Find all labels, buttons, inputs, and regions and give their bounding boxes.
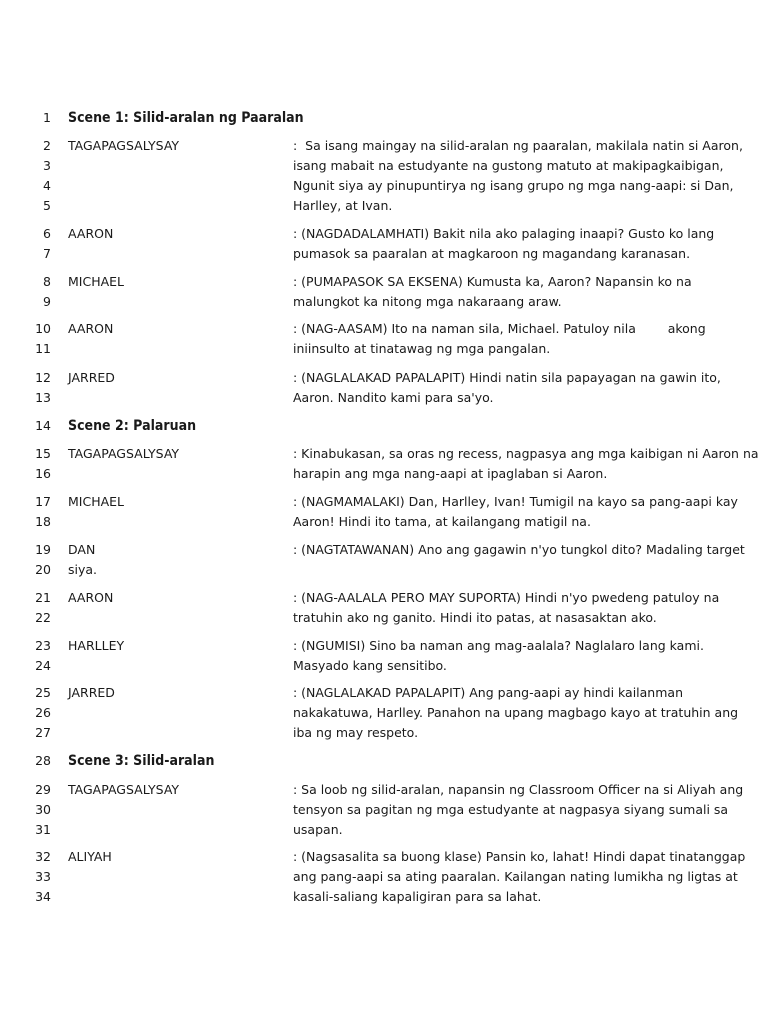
line-numbers <box>20 540 51 580</box>
speaker-name: DAN <box>68 542 96 557</box>
dialogue-line: kasali-saliang kapaligiran para sa lahat. <box>293 889 542 904</box>
dialogue-line: : (NAGLALAKAD PAPALAPIT) Hindi natin sila papayagan na gawin ito, <box>293 370 721 385</box>
dialogue-line: isang mabait na estudyante na gustong matuto at makipagkaibigan, <box>293 158 724 173</box>
scene-title: Scene 3: Silid-aralan <box>68 753 215 769</box>
dialogue-line: nakakatuwa, Harlley. Panahon na upang magbago kayo at tratuhin ang <box>293 705 739 720</box>
line-number: 18 <box>35 514 51 529</box>
dialogue-line: : Sa isang maingay na silid-aralan ng paaralan, makilala natin si Aaron, <box>293 138 743 153</box>
line-number: 8 <box>43 274 51 289</box>
line-number: 16 <box>35 466 51 481</box>
speaker-name: AARON <box>68 590 114 605</box>
dialogue-line: : (PUMAPASOK SA EKSENA) Kumusta ka, Aaron? Napansin ko na <box>293 274 692 289</box>
dialogue-text <box>293 780 744 840</box>
line-number: 15 <box>35 446 51 461</box>
dialogue-line: Ngunit siya ay pinupuntirya ng isang grupo ng mga nang-aapi: si Dan, <box>293 178 734 193</box>
dialogue-line: ang pang-aapi sa ating paaralan. Kailangan nating lumikha ng ligtas at <box>293 869 738 884</box>
line-number: 32 <box>35 849 51 864</box>
line-numbers <box>20 492 51 532</box>
dialogue-line: Aaron! Hindi ito tama, at kailangang matigil na. <box>293 514 591 529</box>
line-number: 6 <box>43 226 51 241</box>
speaker-name: AARON <box>68 321 114 336</box>
dialogue-text <box>293 540 745 560</box>
dialogue-text <box>293 272 708 312</box>
dialogue-line: : (NAGDADALAMHATI) Bakit nila ako palaging inaapi? Gusto ko lang <box>293 226 715 241</box>
speaker-name: ALIYAH <box>68 849 112 864</box>
dialogue-line: : (NAGLALAKAD PAPALAPIT) Ang pang-aapi ay hindi kailanman <box>293 685 683 700</box>
dialogue-line: : (NAG-AASAM) Ito na naman sila, Michael. Patuloy nila akong <box>293 321 706 336</box>
line-number: 13 <box>35 390 51 405</box>
dialogue-wrap-line: siya. <box>68 562 98 577</box>
line-number: 11 <box>35 341 51 356</box>
line-number: 2 <box>43 138 51 153</box>
line-numbers <box>20 224 51 264</box>
line-number: 31 <box>35 822 51 837</box>
line-numbers <box>20 636 51 676</box>
line-number: 3 <box>43 158 51 173</box>
speaker-name: MICHAEL <box>68 274 125 289</box>
speaker-name: TAGAPAGSALYSAY <box>68 446 180 461</box>
dialogue-line: : Sa loob ng silid-aralan, napansin ng Classroom Officer na si Aliyah ang <box>293 782 744 797</box>
dialogue-text <box>293 319 708 359</box>
scene-title: Scene 2: Palaruan <box>68 418 197 434</box>
line-number: 20 <box>35 562 51 577</box>
dialogue-text <box>293 847 746 907</box>
line-number: 21 <box>35 590 51 605</box>
dialogue-line: iniinsulto at tinatawag ng mga pangalan. <box>293 341 551 356</box>
dialogue-text <box>293 224 715 264</box>
line-numbers <box>20 136 51 216</box>
dialogue-line: tensyon sa pagitan ng mga estudyante at nagpasya siyang sumali sa <box>293 802 729 817</box>
line-numbers <box>20 368 51 408</box>
speaker-name: TAGAPAGSALYSAY <box>68 138 180 153</box>
speaker-name: AARON <box>68 226 114 241</box>
line-numbers <box>20 588 51 628</box>
line-number: 23 <box>35 638 51 653</box>
speaker-name: HARLLEY <box>68 638 125 653</box>
line-number: 12 <box>35 370 51 385</box>
line-number: 9 <box>43 294 51 309</box>
speaker-name: TAGAPAGSALYSAY <box>68 782 180 797</box>
line-number: 28 <box>35 753 51 768</box>
line-numbers <box>20 444 51 484</box>
dialogue-text <box>293 444 759 484</box>
line-number: 34 <box>35 889 51 904</box>
line-number: 26 <box>35 705 51 720</box>
line-number: 27 <box>35 725 51 740</box>
speaker-name: JARRED <box>68 685 115 700</box>
dialogue-line: : Kinabukasan, sa oras ng recess, nagpasya ang mga kaibigan ni Aaron na <box>293 446 759 461</box>
line-numbers <box>20 319 51 359</box>
speaker-name: JARRED <box>68 370 115 385</box>
dialogue-line: : (Nagsasalita sa buong klase) Pansin ko, lahat! Hindi dapat tinatanggap <box>293 849 746 864</box>
dialogue-text <box>293 636 708 676</box>
dialogue-line: : (NAGMAMALAKI) Dan, Harlley, Ivan! Tumigil na kayo sa pang-aapi kay <box>293 494 738 509</box>
line-number: 10 <box>35 321 51 336</box>
line-number: 17 <box>35 494 51 509</box>
dialogue-line: harapin ang mga nang-aapi at ipaglaban si Aaron. <box>293 466 608 481</box>
dialogue-line: Harlley, at Ivan. <box>293 198 393 213</box>
line-numbers <box>20 780 51 840</box>
line-number: 25 <box>35 685 51 700</box>
line-numbers <box>20 847 51 907</box>
line-number: 24 <box>35 658 51 673</box>
dialogue-text <box>293 683 739 743</box>
line-number: 14 <box>35 418 51 433</box>
dialogue-text <box>293 588 720 628</box>
dialogue-line: : (NGUMISI) Sino ba naman ang mag-aalala? Naglalaro lang kami. <box>293 638 704 653</box>
line-number: 30 <box>35 802 51 817</box>
dialogue-text <box>293 492 738 532</box>
line-numbers <box>20 683 51 743</box>
dialogue-line: Aaron. Nandito kami para sa'yo. <box>293 390 494 405</box>
line-number: 29 <box>35 782 51 797</box>
dialogue-line: : (NAGTATAWANAN) Ano ang gagawin n'yo tungkol dito? Madaling target <box>293 542 745 557</box>
dialogue-line: pumasok sa paaralan at magkaroon ng magandang karanasan. <box>293 246 691 261</box>
line-number: 33 <box>35 869 51 884</box>
line-number: 1 <box>43 110 51 125</box>
line-number: 22 <box>35 610 51 625</box>
dialogue-text <box>293 368 721 408</box>
line-number: 4 <box>43 178 51 193</box>
dialogue-line: iba ng may respeto. <box>293 725 419 740</box>
dialogue-line: usapan. <box>293 822 343 837</box>
dialogue-line: tratuhin ako ng ganito. Hindi ito patas, at nasasaktan ako. <box>293 610 657 625</box>
dialogue-text <box>293 136 743 216</box>
dialogue-line: : (NAG-AALALA PERO MAY SUPORTA) Hindi n'yo pwedeng patuloy na <box>293 590 720 605</box>
line-numbers <box>20 272 51 312</box>
line-number: 5 <box>43 198 51 213</box>
speaker-name: MICHAEL <box>68 494 125 509</box>
dialogue-line: Masyado kang sensitibo. <box>293 658 447 673</box>
line-number: 19 <box>35 542 51 557</box>
line-number: 7 <box>43 246 51 261</box>
dialogue-line: malungkot ka nitong mga nakaraang araw. <box>293 294 562 309</box>
scene-title: Scene 1: Silid-aralan ng Paaralan <box>68 110 304 126</box>
